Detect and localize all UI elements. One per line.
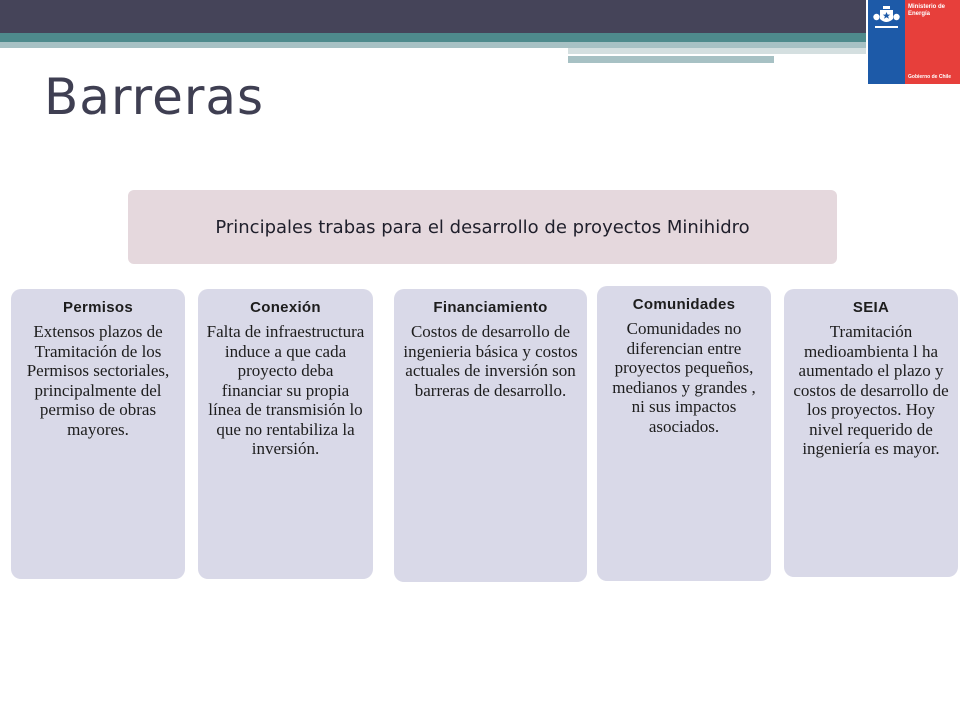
header-text: Principales trabas para el desarrollo de proyectos Minihidro — [215, 216, 750, 238]
card-body: Tramitación medioambienta l ha aumentado el plazo y costos de desarrollo de los proyectos. Hoy nivel requerido de ingeniería es mayor. — [793, 322, 949, 458]
card-body: Comunidades no diferencian entre proyectos pequeños, medianos y grandes , ni sus impactos asociados. — [612, 319, 756, 436]
card-title: Comunidades — [632, 296, 736, 313]
barrier-card-financiamiento — [394, 289, 587, 582]
card-body: Falta de infraestructura induce a que cada proyecto deba financiar su propia línea de transmisión lo que no rentabiliza la inversión. — [206, 322, 365, 458]
ministry-name: Ministerio de Energía — [908, 4, 946, 17]
coat-of-arms-icon — [872, 4, 901, 30]
card-title: Financiamiento — [433, 299, 548, 316]
light-accent-bar-tertiary — [568, 56, 774, 63]
light-accent-bar-secondary — [568, 48, 866, 54]
ministry-logo — [868, 0, 960, 84]
barrier-card-seia — [784, 289, 958, 577]
barrier-card-permisos — [11, 289, 185, 579]
slide-title: Barreras — [44, 68, 265, 126]
teal-accent-bar — [0, 33, 866, 42]
barrier-card-comunidades — [597, 286, 771, 581]
card-body: Costos de desarrollo de ingenieria básica y costos actuales de inversión son barreras de desarrollo. — [403, 322, 578, 400]
header-box — [128, 190, 837, 264]
card-title: SEIA — [852, 299, 890, 316]
barrier-card-conexion — [198, 289, 373, 579]
card-body: Extensos plazos de Tramitación de los Permisos sectoriales, principalmente del permiso de obras mayores. — [26, 322, 170, 439]
top-banner-bar — [0, 0, 866, 33]
card-title: Conexión — [250, 299, 321, 316]
government-name: Gobierno de Chile — [908, 74, 952, 80]
card-title: Permisos — [63, 299, 133, 316]
